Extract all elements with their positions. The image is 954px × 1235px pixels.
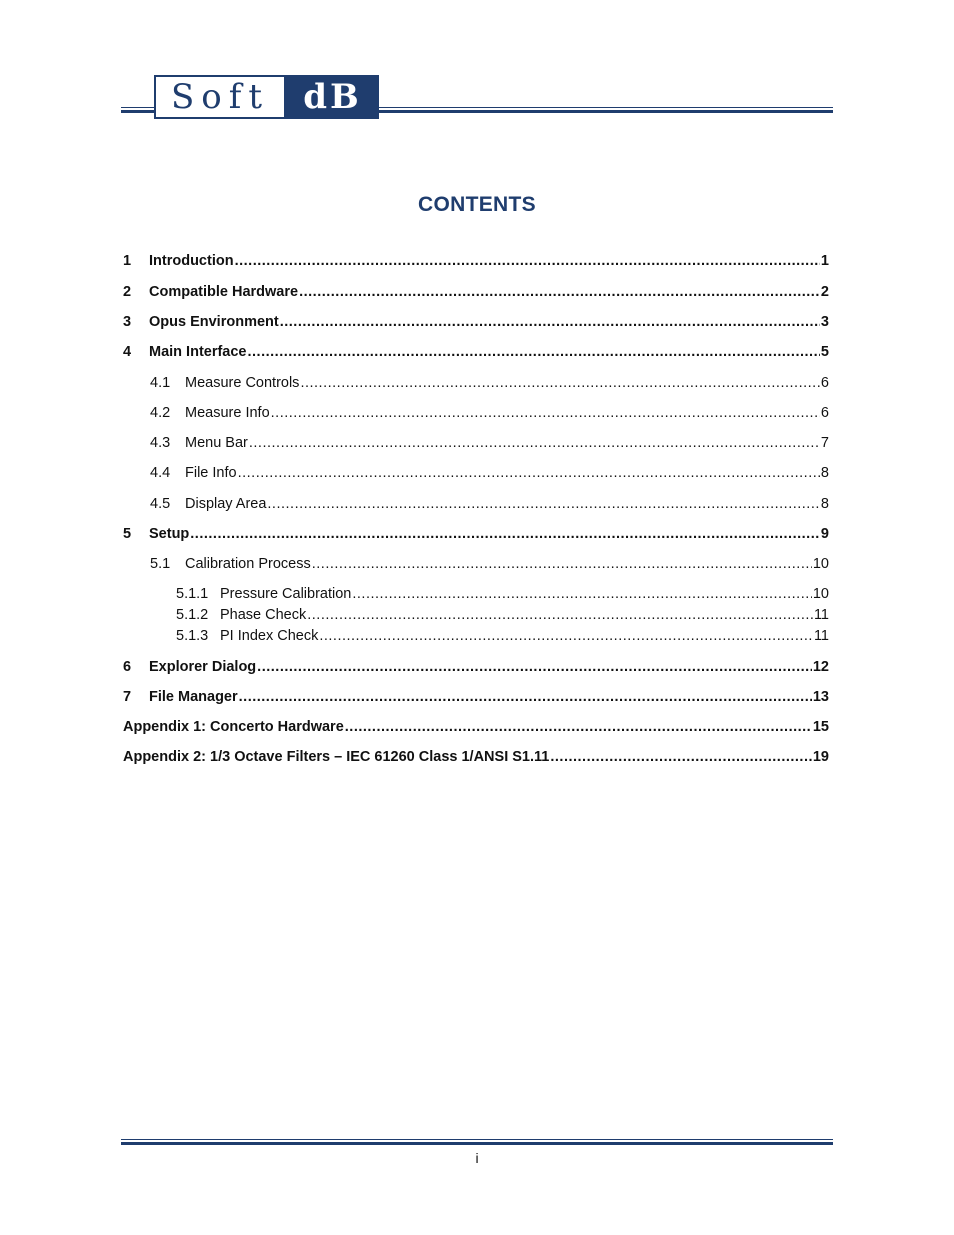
toc-page: 7 [820,435,829,451]
toc-leader [271,404,820,422]
logo-db-text: dB [286,75,379,119]
toc-title: Explorer Dialog [149,659,257,675]
toc-entry[interactable] [123,283,829,301]
toc-leader [280,313,820,331]
toc-title: Main Interface [149,344,247,360]
footer-rule-thin [121,1139,833,1140]
toc-number: 6 [123,659,132,675]
toc-number: 7 [123,689,132,705]
toc-entry-appendix[interactable] [123,748,829,766]
toc-page: 2 [820,284,829,300]
toc-title: Phase Check [220,607,307,623]
page-number: i [475,1150,479,1166]
toc-page: 6 [820,405,829,421]
toc-leader [345,718,812,736]
toc-title: Introduction [149,253,234,269]
toc-title: Appendix 1: Concerto Hardware [123,719,344,735]
toc-page: 15 [812,719,829,735]
toc-number: 2 [123,284,132,300]
toc-entry[interactable] [123,525,829,543]
toc-number: 4.3 [150,435,171,451]
toc-page: 19 [812,749,829,765]
toc-entry[interactable] [123,343,829,361]
toc-page: 10 [812,586,829,602]
toc-page: 11 [813,628,829,644]
toc-entry[interactable] [123,313,829,331]
toc-entry[interactable] [150,404,829,422]
toc-title: Appendix 2: 1/3 Octave Filters – IEC 61260 Class 1/ANSI S1.11 [123,749,550,765]
toc-entry[interactable] [150,374,829,392]
toc-title: Display Area [185,496,267,512]
toc-page: 13 [812,689,829,705]
toc-page: 8 [820,465,829,481]
toc-title: Opus Environment [149,314,279,330]
toc-leader [190,525,820,543]
toc-entry[interactable] [150,495,829,513]
toc-page: 12 [812,659,829,675]
toc-page: 11 [813,607,829,623]
toc-leader [550,748,812,766]
toc-title: PI Index Check [220,628,319,644]
toc-entry[interactable] [123,688,829,706]
toc-page: 8 [820,496,829,512]
toc-title: Measure Info [185,405,270,421]
toc-number: 4.1 [150,375,171,391]
toc-leader [238,464,820,482]
toc-title: Measure Controls [185,375,300,391]
logo-soft-text: Soft [154,75,286,119]
toc-entry[interactable] [176,606,829,624]
toc-number: 5.1.2 [176,607,209,623]
toc-leader [257,658,812,676]
toc-title: File Info [185,465,237,481]
toc-title: Menu Bar [185,435,248,451]
toc-entry[interactable] [123,658,829,676]
toc-number: 5.1.3 [176,628,209,644]
toc-leader [312,555,812,573]
toc-number: 4.4 [150,465,171,481]
toc-page: 10 [812,556,829,572]
toc-number: 4 [123,344,132,360]
toc-page: 9 [820,526,829,542]
toc-entry[interactable] [150,555,829,573]
toc-number: 3 [123,314,132,330]
footer-rule-thick [121,1142,833,1145]
page-header [0,0,954,130]
toc-page: 3 [820,314,829,330]
toc-entry-appendix[interactable] [123,718,829,736]
toc-page: 1 [820,253,829,269]
toc-leader [352,585,811,603]
toc-number: 1 [123,253,132,269]
toc-number: 5 [123,526,132,542]
toc-number: 4.5 [150,496,171,512]
toc-leader [300,374,819,392]
toc-entry[interactable] [176,627,829,645]
toc-title: Compatible Hardware [149,284,299,300]
toc-leader [235,252,820,270]
toc-title: Calibration Process [185,556,311,572]
toc-number: 4.2 [150,405,171,421]
toc-leader [307,606,813,624]
toc-entry[interactable] [176,585,829,603]
toc-number: 5.1.1 [176,586,209,602]
toc-leader [248,343,820,361]
toc-leader [319,627,813,645]
toc-title: Pressure Calibration [220,586,352,602]
toc-page: 5 [820,344,829,360]
toc-title: File Manager [149,689,238,705]
toc-leader [239,688,812,706]
toc-entry[interactable] [150,464,829,482]
toc-entry[interactable] [123,252,829,270]
toc-title: Setup [149,526,190,542]
softdb-logo [154,75,379,119]
toc-leader [299,283,820,301]
page-title: CONTENTS [418,193,536,216]
toc-leader [249,434,820,452]
toc-entry[interactable] [150,434,829,452]
toc-page: 6 [820,375,829,391]
toc-leader [267,495,820,513]
toc-number: 5.1 [150,556,171,572]
